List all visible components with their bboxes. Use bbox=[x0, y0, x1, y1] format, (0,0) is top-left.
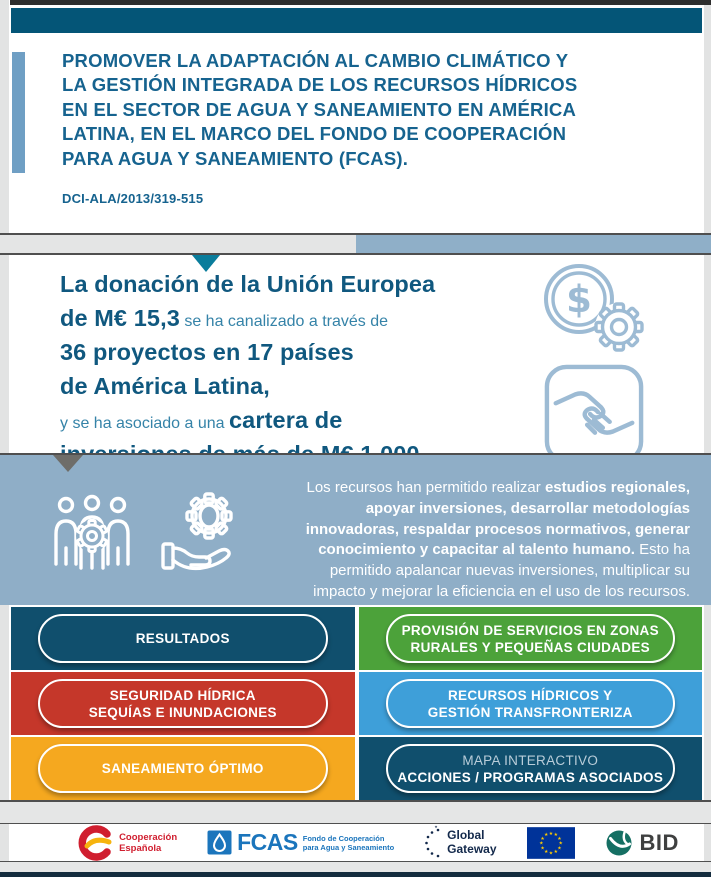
fcas-drop-icon bbox=[207, 830, 232, 855]
action-cell-provision-servicios bbox=[359, 607, 703, 670]
divider bbox=[0, 253, 711, 255]
fcas-acronym: FCAS bbox=[237, 829, 298, 855]
split-band bbox=[0, 235, 711, 253]
top-dark-strip bbox=[10, 0, 711, 5]
footer-logos bbox=[0, 824, 711, 861]
svg-text:★: ★ bbox=[556, 844, 562, 851]
svg-text:★: ★ bbox=[543, 831, 548, 838]
impact-statement: Los recursos han permitido realizar estudios regionales, apoyar inversiones, desarrollar metodologías innovadoras, respaldar procesos normativos, generar conocimiento y capacitar al talento humano. Esto ha permitido apalancar nuevas inversiones, multiplicar su impacto y mejorar la eficiencia en el uso de los recursos. bbox=[305, 479, 690, 600]
actions-grid bbox=[11, 607, 702, 800]
footer-gray-band bbox=[0, 802, 711, 823]
page-title: PROMOVER LA ADAPTACIÓN AL CAMBIO CLIMÁTICO Y LA GESTIÓN INTEGRADA DE LOS RECURSOS HÍDRICOS EN EL SECTOR DE AGUA Y SANEAMIENTO EN AMÉRICA LATINA, EN EL MARCO DEL FONDO DE COOPERACIÓN PARA AGUA Y SANEAMIENTO (FCAS). bbox=[62, 50, 578, 169]
svg-text:★: ★ bbox=[543, 848, 548, 855]
fcas-logo bbox=[207, 829, 394, 856]
page-left-gutter bbox=[0, 0, 9, 877]
handshake-icon bbox=[543, 363, 645, 465]
action-button-recursos-hidricos[interactable]: RECURSOS HÍDRICOS Y GESTIÓN TRANSFRONTERIZA bbox=[386, 679, 676, 728]
svg-text:★: ★ bbox=[553, 831, 558, 838]
global-gateway-logo bbox=[424, 825, 496, 861]
svg-text:★: ★ bbox=[538, 840, 544, 847]
svg-text:★: ★ bbox=[553, 848, 558, 855]
title-accent-bar bbox=[12, 52, 25, 173]
action-button-provision-servicios[interactable]: PROVISIÓN DE SERVICIOS EN ZONAS RURALES Y PEQUEÑAS CIUDADES bbox=[386, 614, 676, 663]
svg-text:★: ★ bbox=[539, 835, 545, 842]
bid-bird-icon bbox=[605, 828, 635, 858]
action-button-seguridad-hidrica[interactable]: SEGURIDAD HÍDRICA SEQUÍAS E INUNDACIONES bbox=[38, 679, 328, 728]
eu-flag bbox=[527, 827, 575, 859]
cooperacion-espanola-icon bbox=[78, 825, 114, 861]
coin-dollar-gear-icon bbox=[535, 261, 649, 356]
svg-text:★: ★ bbox=[556, 835, 562, 842]
people-group-gear-icon bbox=[50, 494, 136, 576]
eu-flag-icon bbox=[527, 827, 575, 859]
bid-logo bbox=[605, 828, 679, 858]
hand-holding-gear-icon bbox=[157, 488, 245, 578]
global-gateway-label: Global Gateway bbox=[447, 828, 497, 856]
page-right-gutter bbox=[704, 0, 711, 877]
action-cell-seguridad-hidrica bbox=[11, 672, 355, 735]
svg-text:✦: ✦ bbox=[434, 824, 439, 830]
bottom-dark-bar bbox=[0, 872, 711, 877]
header-band bbox=[11, 8, 702, 33]
action-cell-mapa-interactivo bbox=[359, 737, 703, 800]
svg-text:★: ★ bbox=[539, 844, 545, 851]
action-button-mapa-interactivo[interactable]: MAPA INTERACTIVO ACCIONES / PROGRAMAS ASOCIADOS bbox=[386, 744, 676, 793]
cooperacion-espanola-logo bbox=[78, 825, 177, 861]
global-gateway-stars-icon bbox=[424, 825, 442, 861]
program-id: DCI-ALA/2013/319-515 bbox=[62, 191, 204, 206]
bid-label: BID bbox=[639, 829, 679, 855]
action-button-saneamiento-optimo[interactable]: SANEAMIENTO ÓPTIMO bbox=[38, 744, 328, 793]
donation-statement: La donación de la Unión Europea de M€ 15,3 se ha canalizado a través de 36 proyectos en 17 países de América Latina, y se ha asociado a una cartera de bbox=[60, 271, 436, 433]
footer-gray-band-2 bbox=[0, 862, 711, 872]
action-button-resultados[interactable]: RESULTADOS bbox=[38, 614, 328, 663]
down-arrow-gray-icon bbox=[53, 455, 83, 472]
svg-text:★: ★ bbox=[548, 830, 553, 837]
fcas-label: Fondo de Cooperación para Agua y Saneamiento bbox=[302, 833, 395, 852]
action-cell-recursos-hidricos bbox=[359, 672, 703, 735]
svg-text:$: $ bbox=[566, 278, 592, 321]
svg-text:★: ★ bbox=[558, 840, 563, 847]
action-cell-resultados bbox=[11, 607, 355, 670]
cooperacion-espanola-label: Cooperación Española bbox=[119, 831, 178, 854]
action-cell-saneamiento-optimo bbox=[11, 737, 355, 800]
svg-text:★: ★ bbox=[548, 849, 553, 856]
